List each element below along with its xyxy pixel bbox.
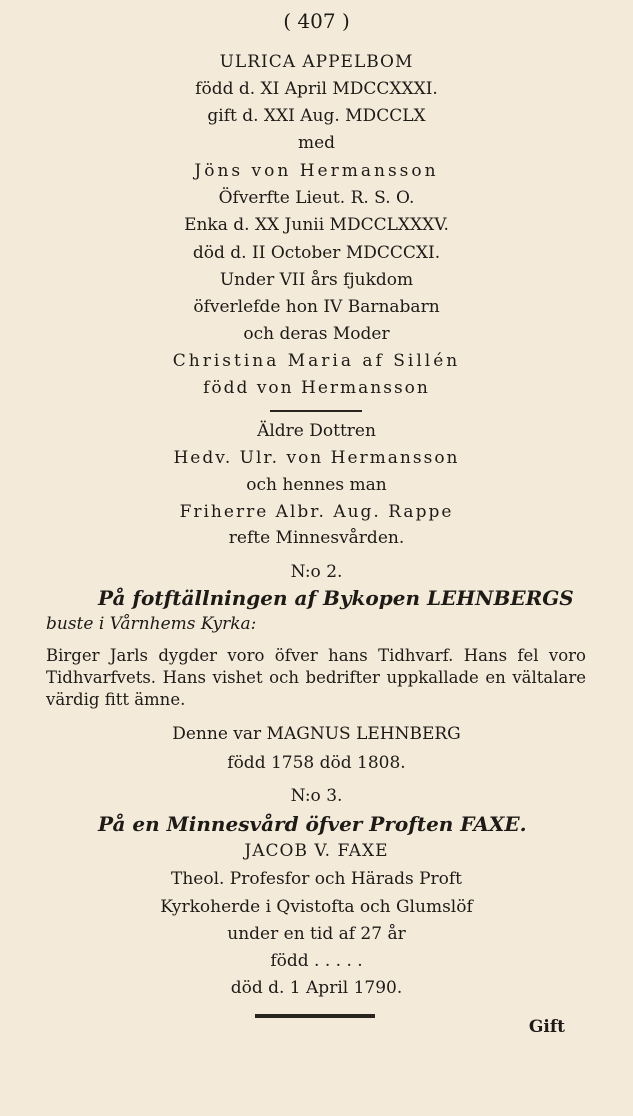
no3-label: N:o 3. <box>290 786 343 806</box>
faxe-title-line: Theol. Profesfor och Härads Proft <box>170 869 463 889</box>
rank-line: Öfverfte Lieut. R. S. O. <box>218 188 415 208</box>
faxe-tenure-line: under en tid af 27 år <box>227 924 406 944</box>
no3-heading: På en Minnesvård öfver Proften FAXE. <box>98 812 527 836</box>
lehnberg-dates-line: född 1758 död 1808. <box>227 753 406 773</box>
name-line: ULRICA APPELBOM <box>219 52 414 72</box>
widow-line: Enka d. XX Junii MDCCLXXXV. <box>184 215 449 235</box>
page-number: ( 407 ) <box>283 9 350 33</box>
christina-line: Christina Maria af Sillén <box>172 351 461 371</box>
separator-rule <box>270 410 362 412</box>
no2-verse: Birger Jarls dygder voro öfver hans Tidhvarf. Hans fel voro Tidhvarfvets. Hans vishet och bedrifter uppkallade en vältalare värdig fitt ämne. <box>46 646 586 709</box>
spouse-line: Jöns von Hermansson <box>194 161 439 181</box>
faxe-born-line: född . . . . . <box>270 951 363 971</box>
marriage-line: gift d. XXI Aug. MDCCLX <box>207 106 426 126</box>
mother-line: och deras Moder <box>243 324 390 344</box>
no2-label: N:o 2. <box>290 562 343 582</box>
born-hermansson-line: född von Hermansson <box>203 378 430 398</box>
faxe-parish-line: Kyrkoherde i Qvistofta och Glumslöf <box>160 897 473 917</box>
elder-daughter-line: Äldre Dottren <box>257 421 376 441</box>
lehnberg-line: Denne var MAGNUS LEHNBERG <box>172 724 461 744</box>
no2-subheading: buste i Vårnhems Kyrka: <box>46 614 257 634</box>
grandchildren-line: öfverlefde hon IV Barnabarn <box>193 297 440 317</box>
end-rule <box>255 1014 375 1018</box>
catchword: Gift <box>528 1017 565 1037</box>
faxe-name-line: JACOB V. FAXE <box>244 841 389 861</box>
birth-line: född d. XI April MDCCXXXI. <box>195 79 438 99</box>
erected-line: refte Minnesvården. <box>228 528 405 548</box>
illness-line: Under VII års fjukdom <box>219 270 414 290</box>
faxe-death-line: död d. 1 April 1790. <box>230 978 403 998</box>
no2-heading: På fotftällningen af Bykopen LEHNBERGS <box>98 586 574 610</box>
hedvig-line: Hedv. Ulr. von Hermansson <box>173 448 460 468</box>
husband-line: och hennes man <box>246 475 387 495</box>
death-line: död d. II October MDCCCXI. <box>192 243 441 263</box>
rappe-line: Friherre Albr. Aug. Rappe <box>179 502 454 522</box>
med-line: med <box>297 133 336 153</box>
